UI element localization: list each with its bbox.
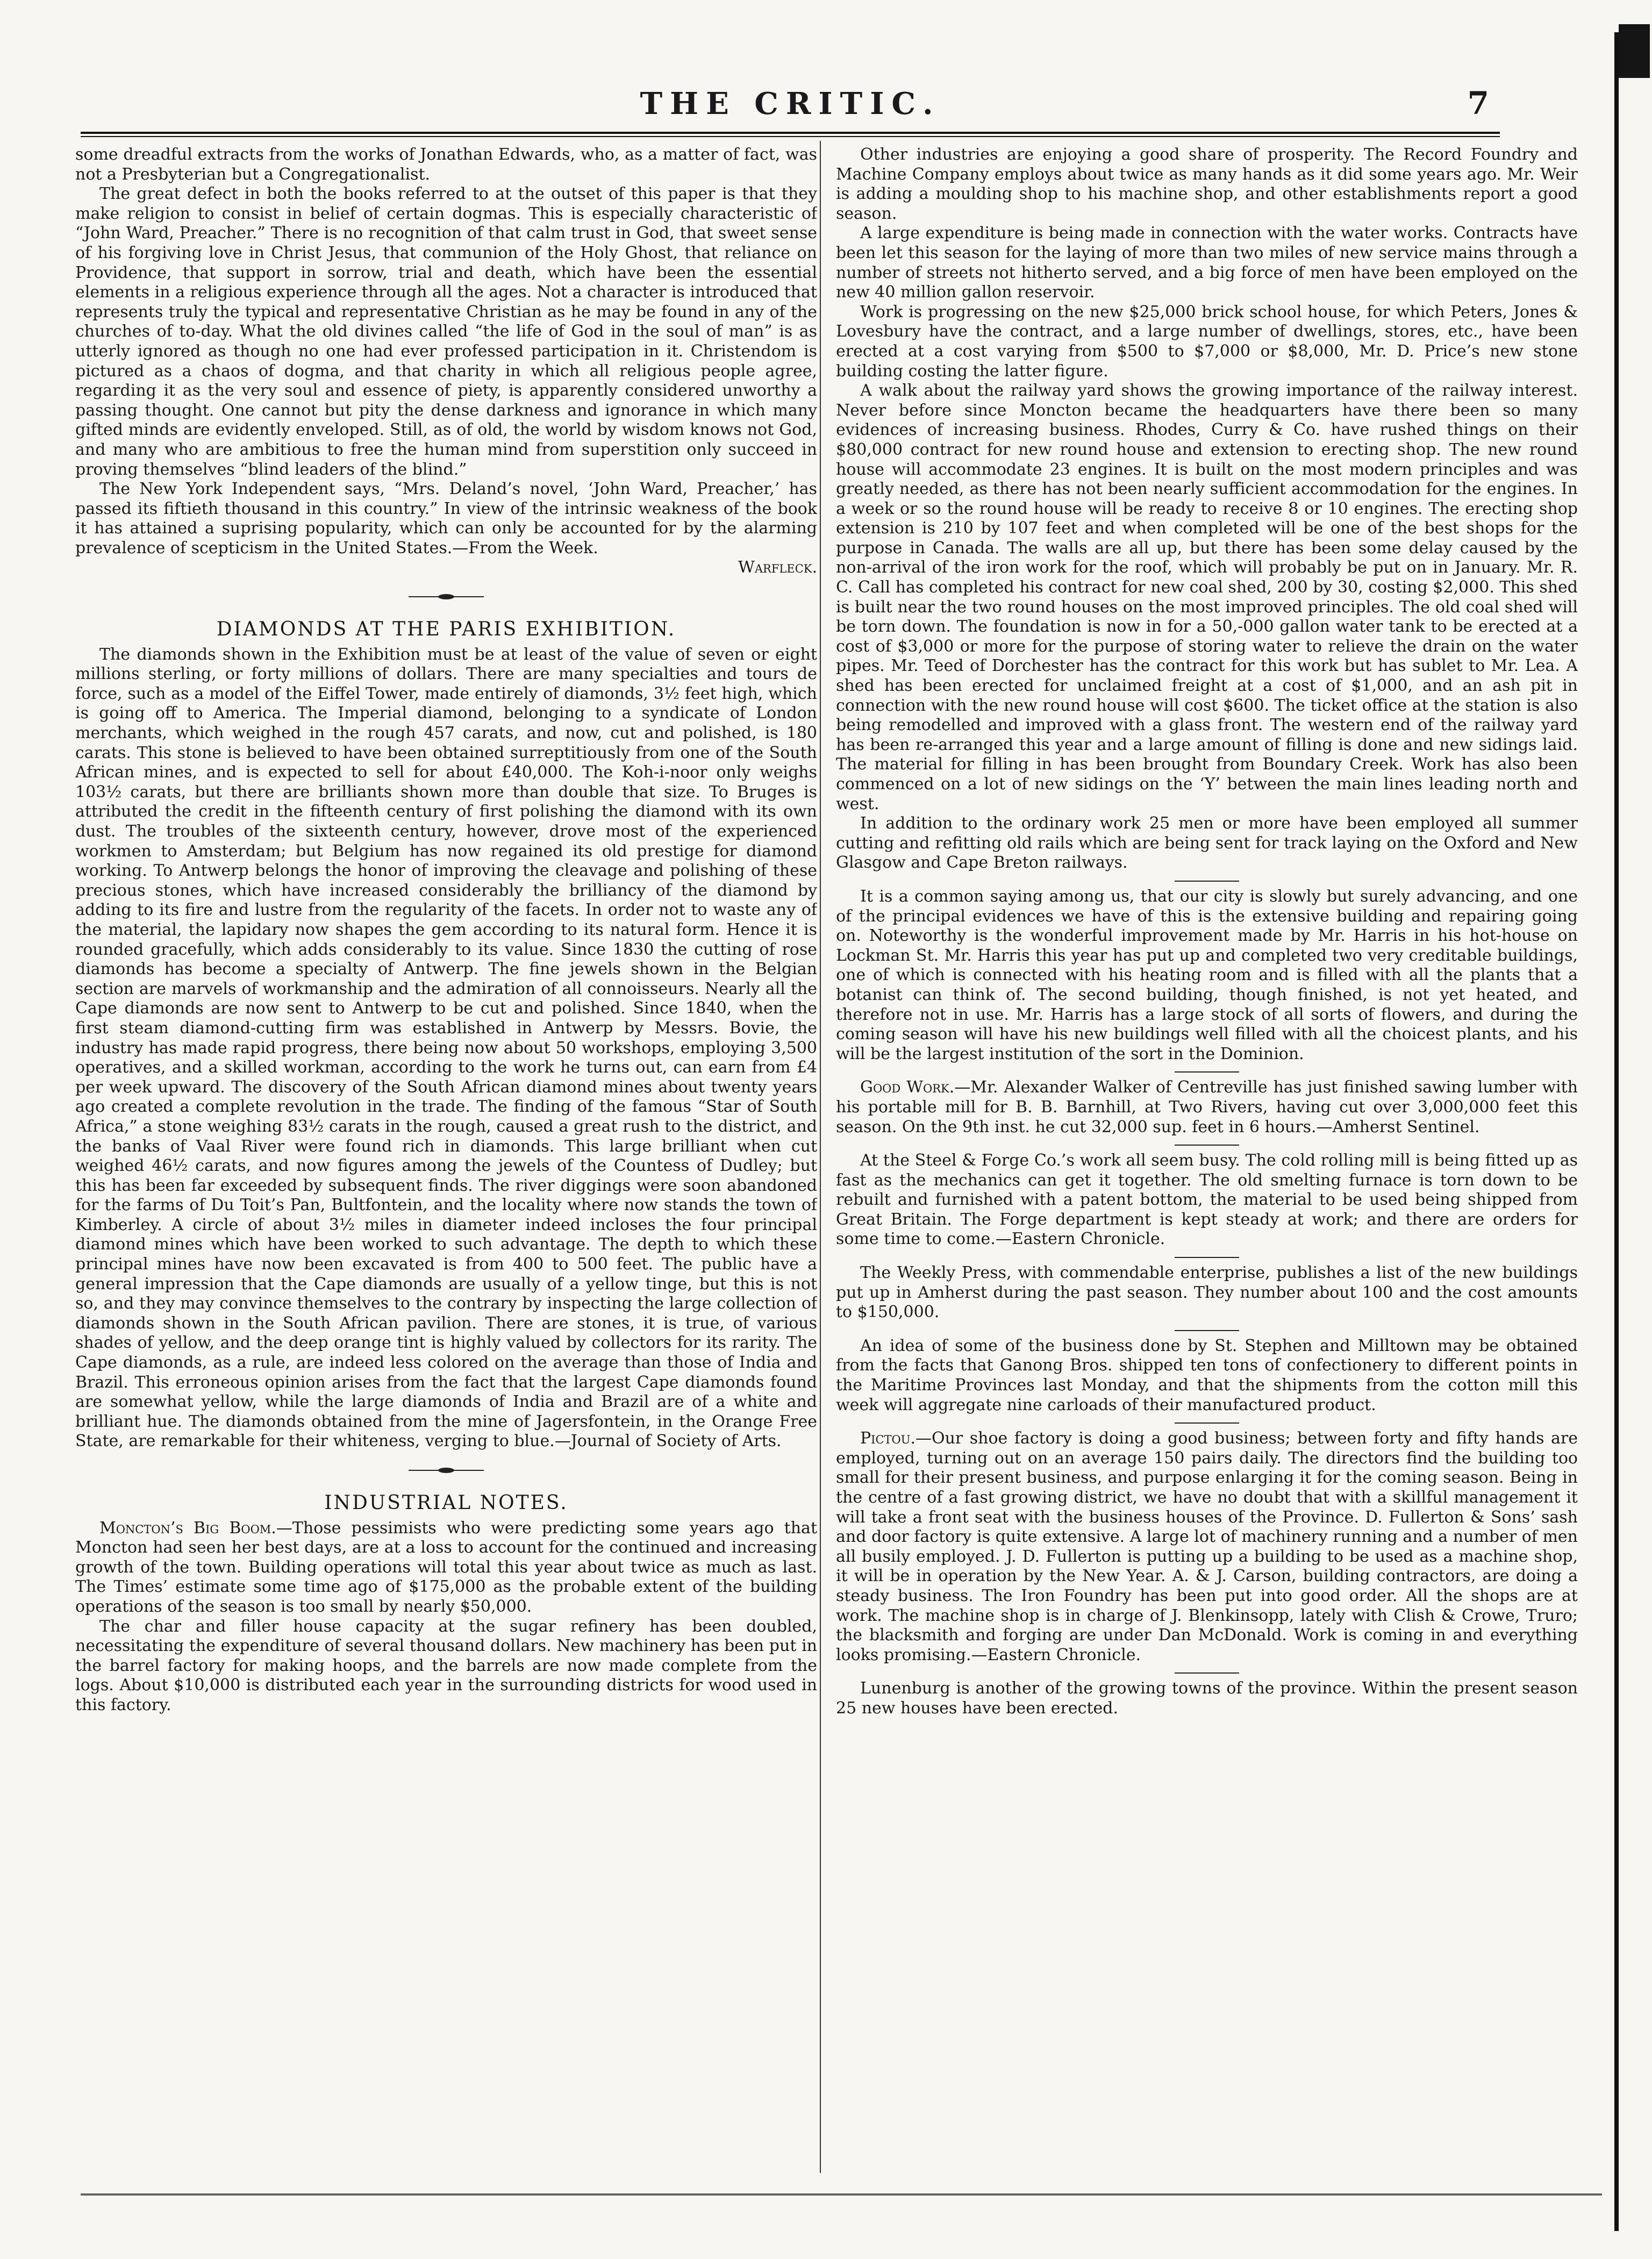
item-text: —Those pessimists who were predicting some years ago that Moncton had seen her best days, are at a loss to account for the continued and increasing growth of the town. Building operations will total this year about twice as much as last. The Times’ estimate some time ago of $175,000 as the probable extent of the building operations of the season is too small by nearly $50,000.: [75, 1518, 817, 1616]
paragraph: At the Steel & Forge Co.’s work all seem busy. The cold rolling mill is being fitted up as fast as the mechanics can get it together. The old smelting furnace is torn down to be rebuilt and furnished with a patent bottom, the material to be used being shipped from Great Britain. The Forge department is kept steady at work; and there are orders for some time to come.—Eastern Chronicle.: [836, 1151, 1578, 1249]
paragraph: Work is progressing on the new $25,000 brick school house, for which Peters, Jones & Lovesbury have the contract, and a large number of dwellings, stores, etc., have been erected at a cost varying from $500 to $7,000 or $8,000, Mr. D. Price’s new stone building costing the latter figure.: [836, 302, 1578, 381]
paragraph: An idea of some of the business done by St. Stephen and Milltown may be obtained from the facts that Ganong Bros. shipped ten tons of confectionery to different points in the Maritime Provinces last Monday, and that the shipments from the cotton mill this week will aggregate nine carloads of their manufactured product.: [836, 1336, 1578, 1414]
footer-rule: [81, 2193, 1602, 2196]
paragraph: Lunenburg is another of the growing towns of the province. Within the present season 25 new houses have been erected.: [836, 1679, 1578, 1718]
paragraph: The great defect in both the books referred to at the outset of this paper is that they make religion to consist in belief of certain dogmas. This is especially characteristic of “John Ward, Preacher.” There is no recognition of that calm trust in God, that sweet sense of his forgiving love in Christ Jesus, that communion of the Holy Ghost, that reliance on Providence, that support in sorrow, trial and death, which have been the essential elements in a religious experience through all the ages. Not a character is introduced that represents truly the typical and representative Christian as he may be found in any of the churches of to-day. What the old divines called “the life of God in the soul of man” is as utterly ignored as though no one had ever professed participation in it. Christendom is pictured as a chaos of dogma, and that charity in which all religious people agree, regarding it as the very soul and essence of piety, is apparently considered unworthy a passing thought. One cannot but pity the dense darkness and ignorance in which many gifted minds are evidently enveloped. Still, as of old, the world by wisdom knows not God, and many who are ambitious to free the human mind from superstition only succeed in proving themselves “blind leaders of the blind.”: [75, 184, 817, 479]
item-rule: [1175, 1071, 1239, 1073]
item-rule: [1175, 1145, 1239, 1146]
section-heading: DIAMONDS AT THE PARIS EXHIBITION.: [216, 618, 676, 641]
paragraph: some dreadful extracts from the works of Jonathan Edwards, who, as a matter of fact, was not a Presbyterian but a Congregationalist.: [75, 145, 817, 184]
item-lead: Moncton’s Big Boom.: [99, 1518, 276, 1538]
paragraph: [836, 1429, 1578, 1665]
section-ornament: [409, 594, 484, 599]
page-number: 7: [1467, 85, 1489, 121]
item-rule: [1175, 1422, 1239, 1424]
item-rule: [1175, 1330, 1239, 1331]
right-column: [836, 145, 1578, 2167]
section-ornament: [409, 1468, 484, 1473]
item-rule: [1175, 1672, 1239, 1674]
paragraph: The diamonds shown in the Exhibition must be at least of the value of seven or eight millions sterling, or forty millions of dollars. There are many specialties and tours de force, such as a model of the Eiffel Tower, made entirely of diamonds, 3½ feet high, which is going off to America. The Imperial diamond, belonging to a syndicate of London merchants, which weighed in the rough 457 carats, and now, cut and polished, is 180 carats. This stone is believed to have been obtained surreptitiously from one of the South African mines, and is expected to sell for about £40,000. The Koh-i-noor only weighs 103½ carats, but there are brilliants shown more than double that size. To Bruges is attributed the credit in the fifteenth century of first polishing the diamond with its own dust. The troubles of the sixteenth century, however, drove most of the experienced workmen to Amsterdam; but Belgium has now regained its old prestige for diamond working. To Antwerp belongs the honor of improving the cleavage and polishing of these precious stones, which have increased considerably the brilliancy of the diamond by adding to its fire and lustre from the regularity of the facets. In order not to waste any of the material, the lapidary now shapes the gem according to its natural form. Hence it is rounded gracefully, which adds considerably to its value. Since 1830 the cutting of rose diamonds has become a specialty of Antwerp. The fine jewels shown in the Belgian section are marvels of workmanship and the admiration of all connoisseurs. Nearly all the Cape diamonds are now sent to Antwerp to be cut and polished. Since 1840, when the first steam diamond-cutting firm was established in Antwerp by Messrs. Bovie, the industry has made rapid progress, there being now about 50 workshops, employing 3,500 operatives, and a skilled workman, according to the work he turns out, can earn from £4 per week upward. The discovery of the South African diamond mines about twenty years ago created a complete revolution in the trade. The finding of the famous “Star of South Africa,” a stone weighing 83½ carats in the rough, caused a great rush to the district, and the banks of Vaal River were found rich in diamonds. This large brilliant when cut weighed 46½ carats, and now figures among the jewels of the Countess of Dudley; but this has been far exceeded by subsequent finds. The river diggings were soon abandoned for the farms of Du Toit’s Pan, Bultfontein, and the locality where now stands the town of Kimberley. A circle of about 3½ miles in diameter indeed incloses the four principal diamond mines which have been worked to such advantage. The depth to which these principal mines have now been excavated is from 400 to 500 feet. The public have a general impression that the Cape diamonds are usually of a yellow tinge, but this is not so, and they may convince themselves to the contrary by inspecting the large collection of diamonds shown in the South African pavilion. There are stones, it is true, of various shades of yellow, and the deep orange tint is highly valued by collectors for its rarity. The Cape diamonds, as a rule, are indeed less colored on the average than those of India and Brazil. This erroneous opinion arises from the fact that the largest Cape diamonds found are somewhat yellow, while the large diamonds of India and Brazil are of a white and brilliant hue. The diamonds obtained from the mine of Jagersfontein, in the Orange Free State, are remarkable for their whiteness, verging to blue.—Journal of Society of Arts.: [75, 645, 817, 1451]
signature: Warfleck.: [738, 558, 817, 577]
item-lead: Pictou.: [860, 1429, 916, 1448]
paragraph: The Weekly Press, with commendable enterprise, publishes a list of the new buildings put up in Amherst during the past season. They number about 100 and the cost amounts to $150,000.: [836, 1263, 1578, 1322]
section-heading: INDUSTRIAL NOTES.: [324, 1492, 568, 1514]
header-rule: [81, 132, 1500, 137]
item-rule: [1175, 1257, 1239, 1258]
paragraph: It is a common saying among us, that our city is slowly but surely advancing, and one of the principal evidences we have of this is the extensive building and repairing going on. Noteworthy is the wonderful improvement made by Mr. Harris in his hot-house on Lockman St. Mr. Harris this year has put up and completed two very creditable buildings, one of which is connected with his heating room and is filled with all the plants that a botanist can think of. The second building, though finished, is not yet heated, and therefore not in use. Mr. Harris has a large stock of all sorts of flowers, and during the coming season will have his new buildings well filled with all the choicest plants, and his will be the largest institution of the sort in the Dominion.: [836, 887, 1578, 1063]
paragraph: The char and filler house capacity at the sugar refinery has been doubled, necessitating the expenditure of several thousand dollars. New machinery has been put in the barrel factory for making hoops, and the barrels are now made complete from the logs. About $10,000 is distributed each year in the surrounding districts for wood used in this factory.: [75, 1617, 817, 1714]
column-divider: [820, 141, 821, 2173]
paragraph: [836, 1078, 1578, 1137]
page-edge-tab: [1619, 24, 1650, 78]
paragraph: The New York Independent says, “Mrs. Deland’s novel, ‘John Ward, Preacher,’ has passed its fiftieth thousand in this country.” In view of the intrinsic weakness of the book it has attained a suprising popularity, which can only be accounted for by the alarming prevalence of scepticism in the United States.—From the Week.: [75, 480, 817, 557]
paragraph: A large expenditure is being made in connection with the water works. Contracts have been let this season for the laying of more than two miles of new service mains through a number of streets not hitherto served, and a big force of men have been employed on the new 40 million gallon reservoir.: [836, 224, 1578, 302]
item-text: —Our shoe factory is doing a good business; between forty and fifty hands are employed, turning out on an average 150 pairs daily. The directors find the building too small for their present business, and purpose enlarging it for the coming season. Being in the centre of a fast growing district, we have no doubt that with a skillful management it will take a front seat with the business houses of the Province. D. Fullerton & Sons’ sash and door factory is quite extensive. A large lot of machinery running and a number of men all busily employed. J. D. Fullerton is putting up a building to be used as a machine shop, it will be in operation by the New Year. A. & J. Carson, building contractors, are doing a steady business. The Iron Foundry has been put into good order. All the shops are at work. The machine shop is in charge of J. Blenkinsopp, lately with Clish & Crowe, Truro; the blacksmith and forging are under Dan McDonald. Work is coming in and everything looks promising.—Eastern Chronicle.: [836, 1429, 1578, 1664]
running-title: THE CRITIC.: [640, 86, 941, 121]
item-rule: [1175, 881, 1239, 882]
paragraph: A walk about the railway yard shows the growing importance of the railway interest. Never before since Moncton became the headquarters have there been so many evidences of increasing business. Rhodes, Curry & Co. have rushed things on their $80,000 contract for new round house and extension to erecting shop. The new round house will accommodate 23 engines. It is built on the most modern principles and was greatly needed, as there has not been nearly sufficient accommodation for the engines. In a week or so the round house will be ready to receive 8 or 10 engines. The erecting shop extension is 210 by 107 feet and when completed will be one of the best shops for the purpose in Canada. The walls are all up, but there has been some delay caused by the non-arrival of the iron work for the roof, which will probably be put on in January. Mr. R. C. Call has completed his contract for new coal shed, 200 by 30, costing $2,000. This shed is built near the two round houses on the most improved principles. The old coal shed will be torn down. The foundation is now in for a 50,-000 gallon water tank to be erected at a cost of $3,000 or more for the purpose of storing water to relieve the drain on the water pipes. Mr. Teed of Dorchester has the contract for this work but has sublet to Mr. Lea. A shed has been erected for unclaimed freight at a cost of $1,000, and an ash pit in connection with the new round house will cost $600. The ticket office at the station is also being remodelled and improved with a glass front. The western end of the railway yard has been re-arranged this year and a large amount of filling is done and new sidings laid. The material for filling in has been brought from Boundary Creek. Work has also been commenced on a lot of new sidings on the ‘Y’ between the main lines leading north and west.: [836, 381, 1578, 813]
paragraph: [75, 1519, 817, 1617]
paragraph: In addition to the ordinary work 25 men or more have been employed all summer cutting and refitting old rails which are being sent for track laying on the Oxford and New Glasgow and Cape Breton railways.: [836, 814, 1578, 873]
item-text: —Mr. Alexander Walker of Centreville has just finished sawing lumber with his portable mill for B. B. Barnhill, at Two Rivers, having cut over 3,000,000 feet this season. On the 9th inst. he cut 32,000 sup. feet in 6 hours.—Amherst Sentinel.: [836, 1078, 1578, 1136]
page-header: [81, 81, 1500, 140]
page-edge-rule: [1614, 32, 1619, 2231]
item-lead: Good Work.: [860, 1078, 955, 1097]
left-column: [75, 145, 817, 2167]
paragraph: Other industries are enjoying a good share of prosperity. The Record Foundry and Machine Company employs about twice as many hands as it did some years ago. Mr. Weir is adding a moulding shop to his machine shop, and other establishments report a good season.: [836, 145, 1578, 223]
